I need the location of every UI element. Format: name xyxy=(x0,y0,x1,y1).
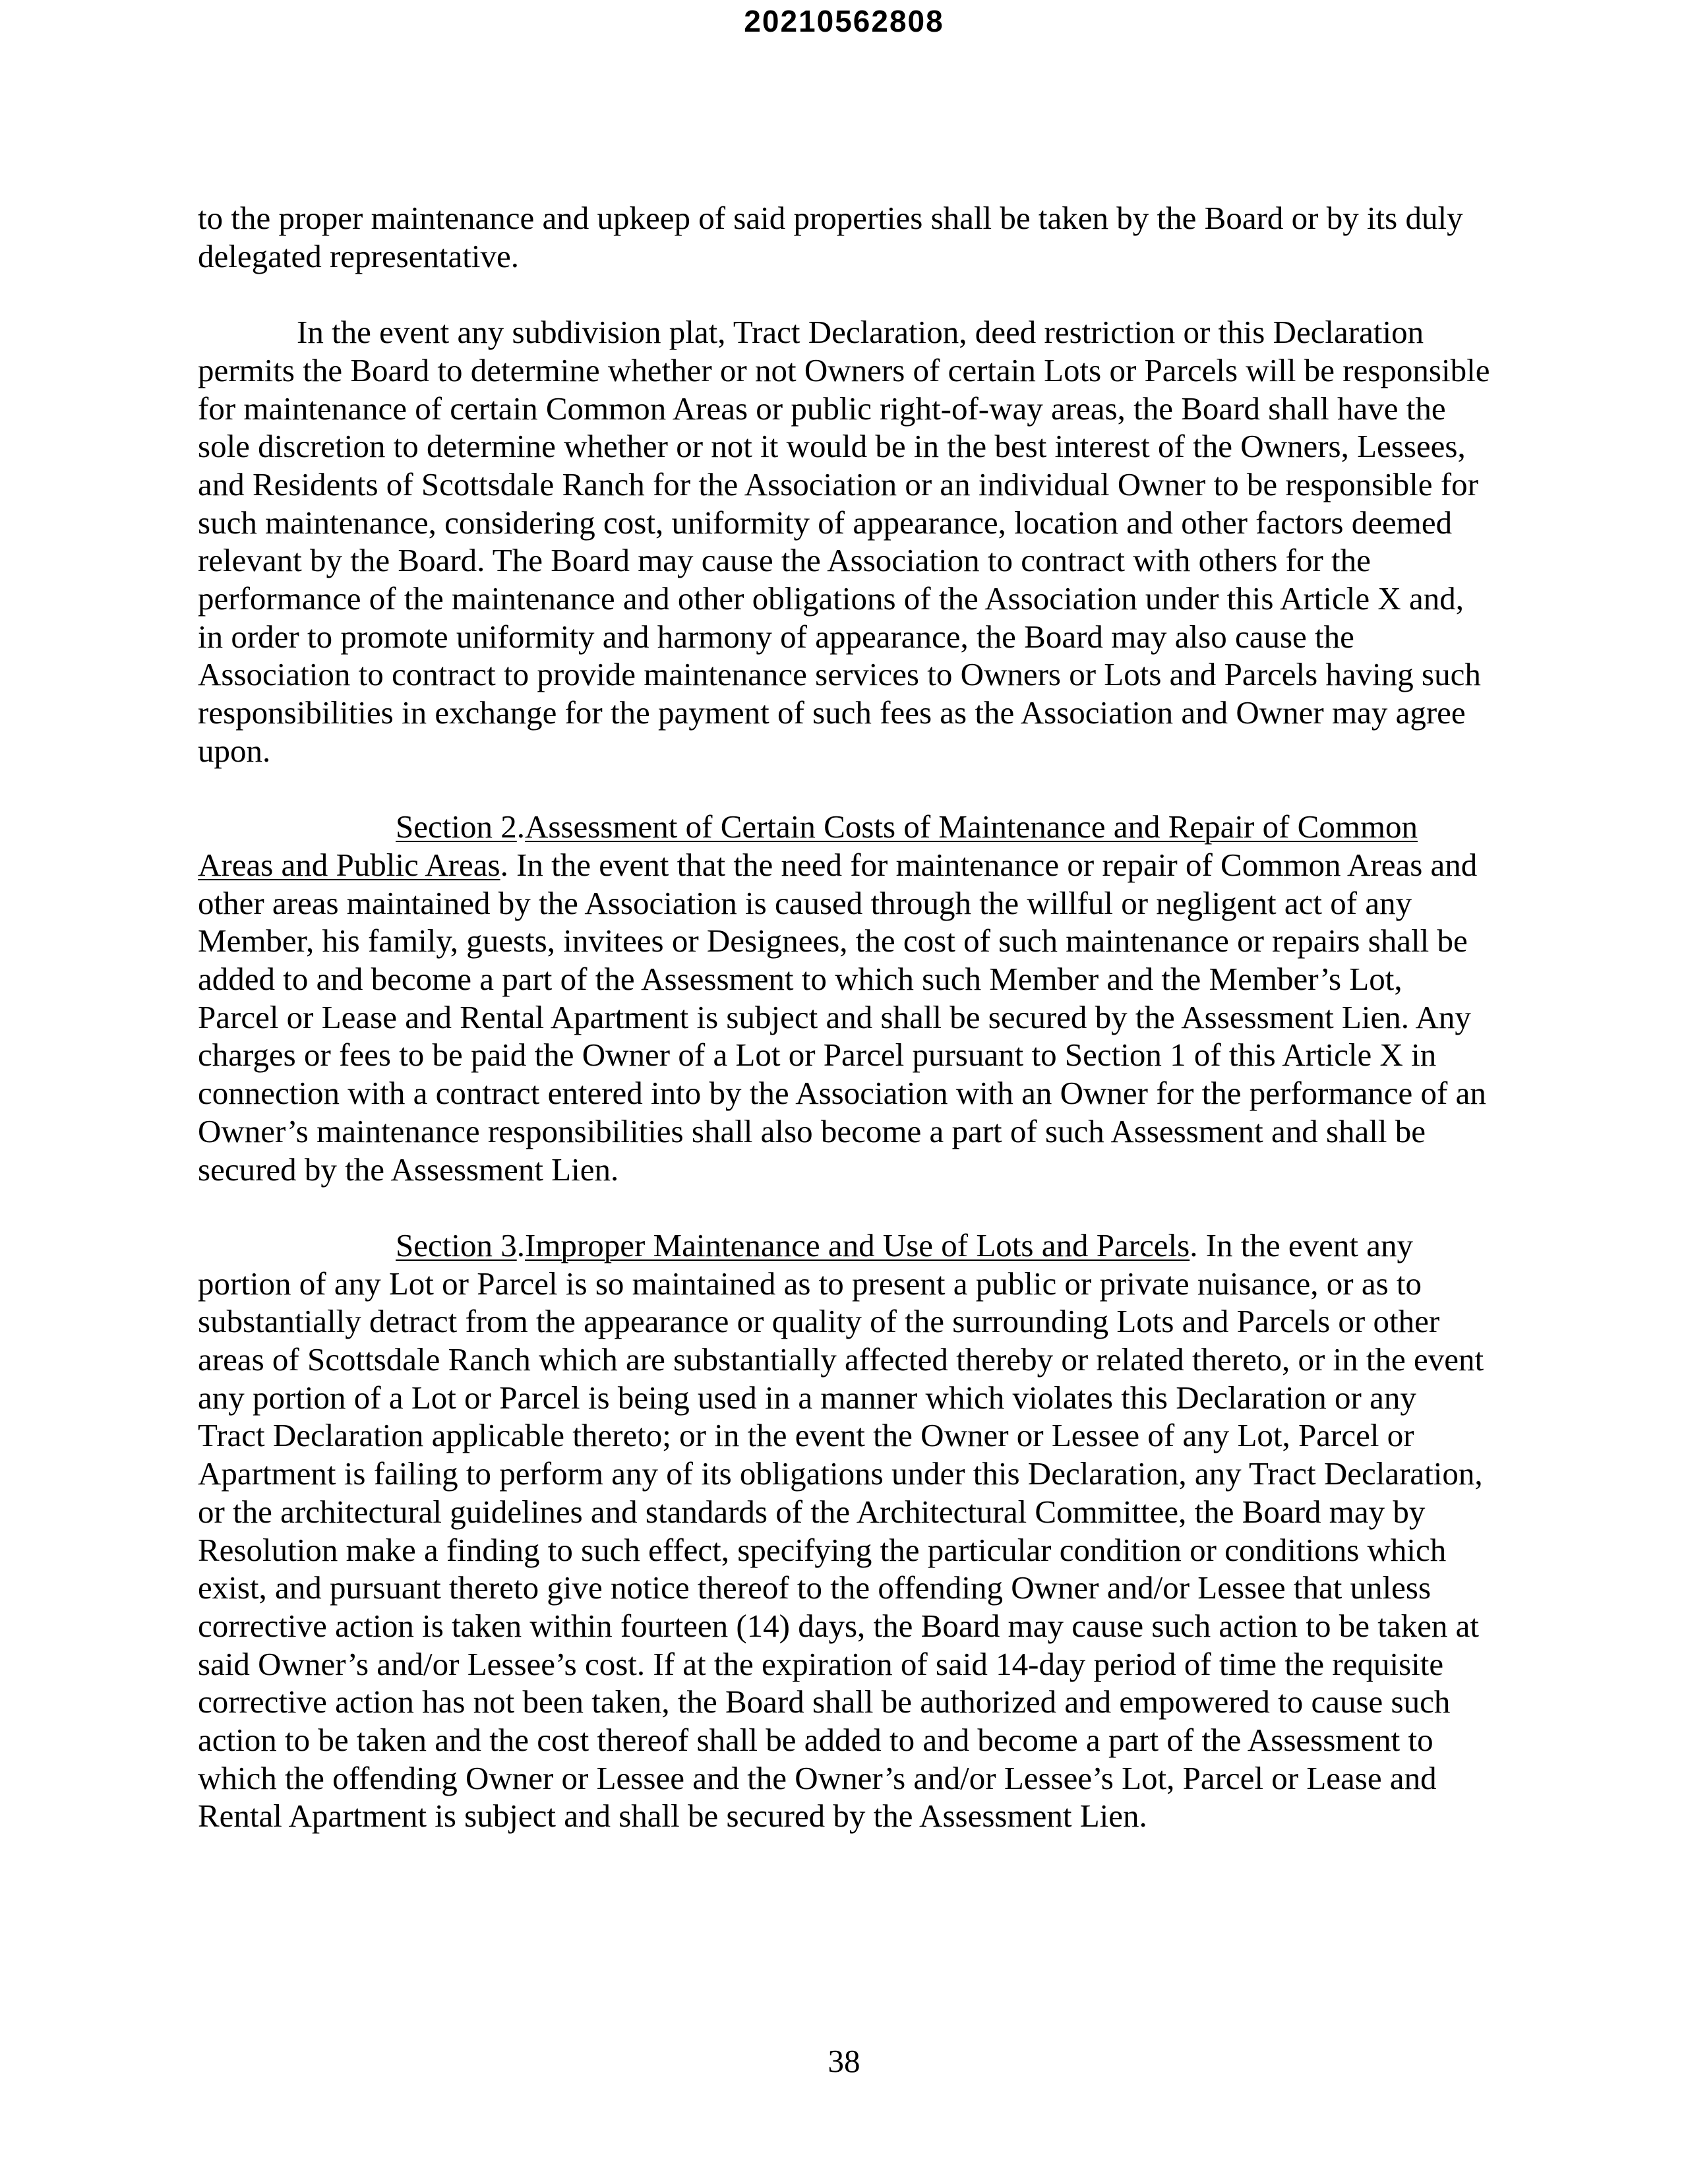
section-2-title: Assessment of Certain Costs of Maintenance and Repair of Common Areas and Public Areas xyxy=(198,808,1418,883)
section-3-title: Improper Maintenance and Use of Lots and Parcels xyxy=(524,1227,1190,1263)
paragraph-board-discretion: In the event any subdivision plat, Tract Declaration, deed restriction or this Declaration permits the Board to determine whether or not Owners of certain Lots or Parcels will be responsible for maintenance of certain Common Areas or public right-of-way areas, the Board shall have the sole discretion to determine whether or not it would be in the best interest of the Owners, Lessees, and Residents of Scottsdale Ranch for the Association or an individual Owner to be responsible for such maintenance, considering cost, uniformity of appearance, location and other factors deemed relevant by the Board. The Board may cause the Association to contract with others for the performance of the maintenance and other obligations of the Association under this Article X and, in order to promote uniformity and harmony of appearance, the Board may also cause the Association to contract to provide maintenance services to Owners or Lots and Parcels having such responsibilities in exchange for the payment of such fees as the Association and Owner may agree upon. xyxy=(198,314,1490,769)
section-2-heading: Section 2. xyxy=(396,808,525,845)
section-3-heading: Section 3. xyxy=(396,1227,525,1263)
document-body xyxy=(198,199,1490,1873)
section-3-text: In the event any portion of any Lot or Parcel is so maintained as to present a public or private nuisance, or as to substantially detract from the appearance or quality of the surrounding Lots and Parcels or other areas of Scottsdale Ranch which are substantially affected thereby or related thereto, or in the event any portion of a Lot or Parcel is being used in a manner which violates this Declaration or any Tract Declaration applicable thereto; or in the event the Owner or Lessee of any Lot, Parcel or Apartment is failing to perform any of its obligations under this Declaration, any Tract Declaration, or the architectural guidelines and standards of the Architectural Committee, the Board may by Resolution make a finding to such effect, specifying the particular condition or conditions which exist, and pursuant thereto give notice thereof to the offending Owner and/or Lessee that unless corrective action is taken within fourteen (14) days, the Board may cause such action to be taken at said Owner’s and/or Lessee’s cost. If at the expiration of said 14-day period of time the requisite corrective action has not been taken, the Board shall be authorized and empowered to cause such action to be taken and the cost thereof shall be added to and become a part of the Assessment to which the offending Owner or Lessee and the Owner’s and/or Lessee’s Lot, Parcel or Lease and Rental Apartment is subject and shall be secured by the Assessment Lien. xyxy=(198,1227,1484,1835)
page-number: 38 xyxy=(828,2043,860,2079)
recording-number: 20210562808 xyxy=(744,4,944,38)
section-2-text: In the event that the need for maintenance or repair of Common Areas and other areas maintained by the Association is caused through the willful or negligent act of any Member, his family, guests, invitees or Designees, the cost of such maintenance or repairs shall be added to and become a part of the Assessment to which such Member and the Member’s Lot, Parcel or Lease and Rental Apartment is subject and shall be secured by the Assessment Lien. Any charges or fees to be paid the Owner of a Lot or Parcel pursuant to Section 1 of this Article X in connection with a contract entered into by the Association with an Owner for the performance of an Owner’s maintenance responsibilities shall also become a part of such Assessment and shall be secured by the Assessment Lien. xyxy=(198,846,1486,1188)
section-3: Section 3.Improper Maintenance and Use of Lots and Parcels. In the event any portion of any Lot or Parcel is so maintained as to present a public or private nuisance, or as to substantially detract from the appearance or quality of the surrounding Lots and Parcels or other areas of Scottsdale Ranch which are substantially affected thereby or related thereto, or in the event any portion of a Lot or Parcel is being used in a manner which violates this Declaration or any Tract Declaration applicable thereto; or in the event the Owner or Lessee of any Lot, Parcel or Apartment is failing to perform any of its obligations under this Declaration, any Tract Declaration, or the architectural guidelines and standards of the Architectural Committee, the Board may by Resolution make a finding to such effect, specifying the particular condition or conditions which exist, and pursuant thereto give notice thereof to the offending Owner and/or Lessee that unless corrective action is taken within fourteen (14) days, the Board may cause such action to be taken at said Owner’s and/or Lessee’s cost. If at the expiration of said 14-day period of time the requisite corrective action has not been taken, the Board shall be authorized and empowered to cause such action to be taken and the cost thereof shall be added to and become a part of the Assessment to which the offending Owner or Lessee and the Owner’s and/or Lessee’s Lot, Parcel or Lease and Rental Apartment is subject and shall be secured by the Assessment Lien. xyxy=(198,1227,1484,1835)
section-3-number: Section 3 xyxy=(396,1227,517,1263)
paragraph-continuation: to the proper maintenance and upkeep of said properties shall be taken by the Board or by its duly delegated representative. xyxy=(198,200,1463,274)
section-2: Section 2.Assessment of Certain Costs of Maintenance and Repair of Common Areas and Public Areas. In the event that the need for maintenance or repair of Common Areas and other areas maintained by the Association is caused through the willful or negligent act of any Member, his family, guests, invitees or Designees, the cost of such maintenance or repairs shall be added to and become a part of the Assessment to which such Member and the Member’s Lot, Parcel or Lease and Rental Apartment is subject and shall be secured by the Assessment Lien. Any charges or fees to be paid the Owner of a Lot or Parcel pursuant to Section 1 of this Article X in connection with a contract entered into by the Association with an Owner for the performance of an Owner’s maintenance responsibilities shall also become a part of such Assessment and shall be secured by the Assessment Lien. xyxy=(198,808,1486,1188)
section-2-number: Section 2 xyxy=(396,808,517,845)
